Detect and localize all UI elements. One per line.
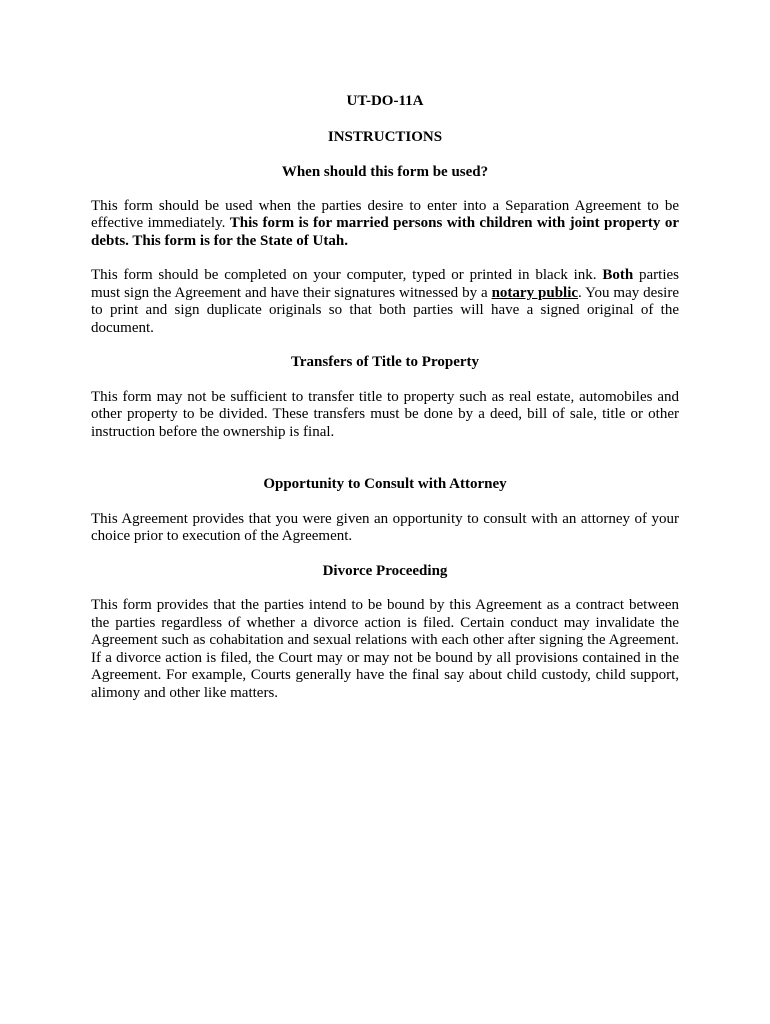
paragraph-when-used <box>91 198 679 251</box>
paragraph-completion-text-c: . You may desire to print and sign duplicate originals so that both parties will have a signed original of the document. <box>91 284 679 336</box>
paragraph-completion-text-a: This form should be completed on your computer, typed or printed in black ink. <box>91 267 603 283</box>
document-page <box>91 93 679 702</box>
heading-divorce: Divorce Proceeding <box>322 562 448 579</box>
paragraph-completion <box>91 267 679 337</box>
form-id: UT-DO-11A <box>346 93 424 109</box>
paragraph-divorce: This form provides that the parties intend to be bound by this Agreement as a contract between the parties regardless of whether a divorce action is filed. Certain conduct may invalidate the Agreement such as cohabitation and sexual relations with each other after signing the Agreement. If a divorce action is filed, the Court may or may not be bound by all provisions contained in the Agreement. For example, Courts generally have the final say about child custody, child support, alimony and other like matters. <box>91 597 679 701</box>
heading-consult: Opportunity to Consult with Attorney <box>263 476 507 492</box>
notary-public-text: notary public <box>491 284 579 301</box>
paragraph-consult: This Agreement provides that you were given an opportunity to consult with an attorney of your choice prior to execution of the Agreement. <box>91 510 679 544</box>
paragraph-completion-text-b: parties must sign the Agreement and have their signatures witnessed by a <box>91 267 679 301</box>
instructions-title: INSTRUCTIONS <box>327 128 443 145</box>
paragraph-when-used-text: This form should be used when the parties desire to enter into a Separation Agreement to be effective immediately. <box>91 197 679 231</box>
paragraph-transfers: This form may not be sufficient to transfer title to property such as real estate, automobiles and other property to be divided. These transfers must be done by a deed, bill of sale, title or other instruction before the ownership is final. <box>91 388 679 440</box>
paragraph-when-used-bold: This form is for married persons with children with joint property or debts. This form is for the State of Utah. <box>91 215 679 249</box>
paragraph-completion-both: Both <box>602 267 634 283</box>
heading-transfers: Transfers of Title to Property <box>290 354 480 370</box>
heading-when-used: When should this form be used? <box>281 164 489 180</box>
